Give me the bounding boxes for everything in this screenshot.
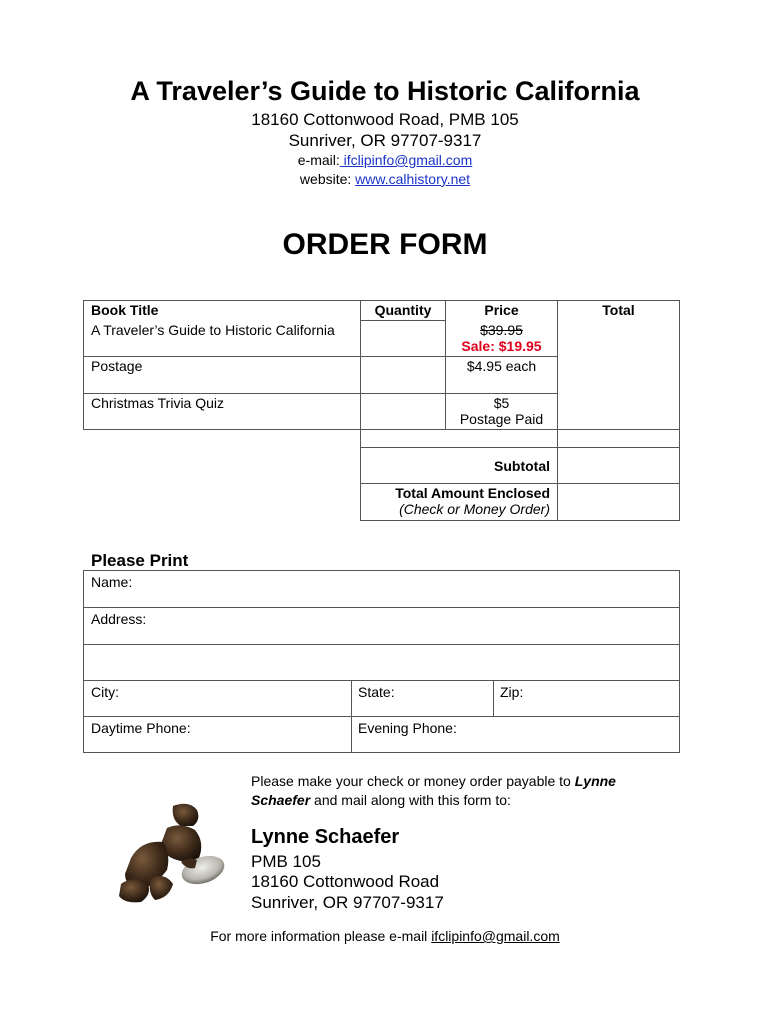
table-row — [84, 394, 680, 430]
item-book: A Traveler’s Guide to Historic California — [84, 321, 361, 357]
quantity-cell-postage[interactable] — [361, 357, 446, 394]
item-quiz: Christmas Trivia Quiz — [84, 394, 361, 430]
mailing-line-3: Sunriver, OR 97707-9317 — [251, 893, 444, 912]
price-old: $39.95 — [480, 321, 523, 338]
subtotal-cell[interactable] — [558, 448, 680, 484]
total-enclosed-label: Total Amount Enclosed — [395, 485, 550, 501]
divider — [493, 681, 494, 717]
address-line-2: Sunriver, OR 97707-9317 — [288, 131, 482, 150]
payee-first: Lynne — [574, 773, 616, 789]
footer-info — [0, 928, 770, 944]
payment-text-after: and mail along with this form to: — [310, 792, 511, 808]
price-quiz-line1: $5 — [493, 395, 510, 411]
quantity-cell-book[interactable] — [361, 321, 446, 357]
quantity-cell-quiz[interactable] — [361, 394, 446, 430]
customer-info-box — [83, 570, 680, 753]
phone-row — [84, 717, 679, 753]
total-enclosed-cell[interactable] — [558, 484, 680, 521]
email-prefix: e-mail: — [297, 152, 340, 168]
payment-instructions — [251, 772, 671, 810]
city-state-zip-row — [84, 681, 679, 717]
total-enclosed-label-cell — [361, 484, 558, 521]
price-cell-quiz — [446, 394, 558, 430]
address-label: Address: — [91, 611, 147, 627]
page-title: A Traveler’s Guide to Historic California — [130, 76, 640, 106]
footer-text: For more information please e-mail — [210, 928, 432, 944]
total-cell-quiz[interactable] — [558, 394, 680, 430]
payee-last: Schaefer — [251, 792, 311, 808]
price-postage: $4.95 each — [446, 357, 558, 394]
zip-label: Zip: — [500, 684, 524, 700]
total-enclosed-note: (Check or Money Order) — [399, 501, 550, 517]
address-row-2[interactable] — [84, 645, 679, 681]
divider — [351, 681, 352, 753]
address-row[interactable] — [84, 608, 679, 645]
header-quantity: Quantity — [361, 301, 446, 321]
website-link[interactable]: www.calhistory.net — [355, 171, 471, 187]
price-cell-book — [446, 321, 558, 357]
header-price: Price — [446, 301, 558, 321]
email-link[interactable]: ifclipinfo@gmail.com — [339, 152, 473, 168]
header-book-title: Book Title — [84, 301, 361, 321]
address-line-1: 18160 Cottonwood Road, PMB 105 — [251, 110, 519, 129]
website-line — [0, 171, 770, 187]
name-row[interactable] — [84, 571, 679, 608]
table-row — [84, 357, 680, 394]
state-label: State: — [358, 684, 395, 700]
header-total: Total — [558, 301, 680, 321]
name-label: Name: — [91, 574, 133, 590]
payment-text-before: Please make your check or money order payable to — [251, 773, 575, 789]
footer-email-link[interactable]: ifclipinfo@gmail.com — [431, 928, 560, 944]
order-form-title: ORDER FORM — [282, 228, 488, 261]
evening-phone-label: Evening Phone: — [358, 720, 457, 736]
email-line — [0, 152, 770, 168]
city-label: City: — [91, 684, 119, 700]
order-table — [83, 300, 680, 521]
price-quiz-line2: Postage Paid — [459, 411, 544, 427]
total-cell-postage[interactable] — [558, 357, 680, 394]
table-row — [84, 321, 680, 357]
mailing-line-2: 18160 Cottonwood Road — [251, 872, 440, 891]
daytime-phone-label: Daytime Phone: — [91, 720, 191, 736]
mailing-name: Lynne Schaefer — [251, 826, 400, 848]
mailing-line-1: PMB 105 — [251, 852, 321, 871]
price-sale: Sale: $19.95 — [461, 337, 542, 354]
please-print-heading: Please Print — [91, 551, 189, 570]
website-prefix: website: — [299, 171, 352, 187]
total-cell-book[interactable] — [558, 321, 680, 357]
gold-panner-figurine-image — [111, 798, 236, 908]
subtotal-label: Subtotal — [361, 448, 558, 484]
item-postage: Postage — [84, 357, 361, 394]
